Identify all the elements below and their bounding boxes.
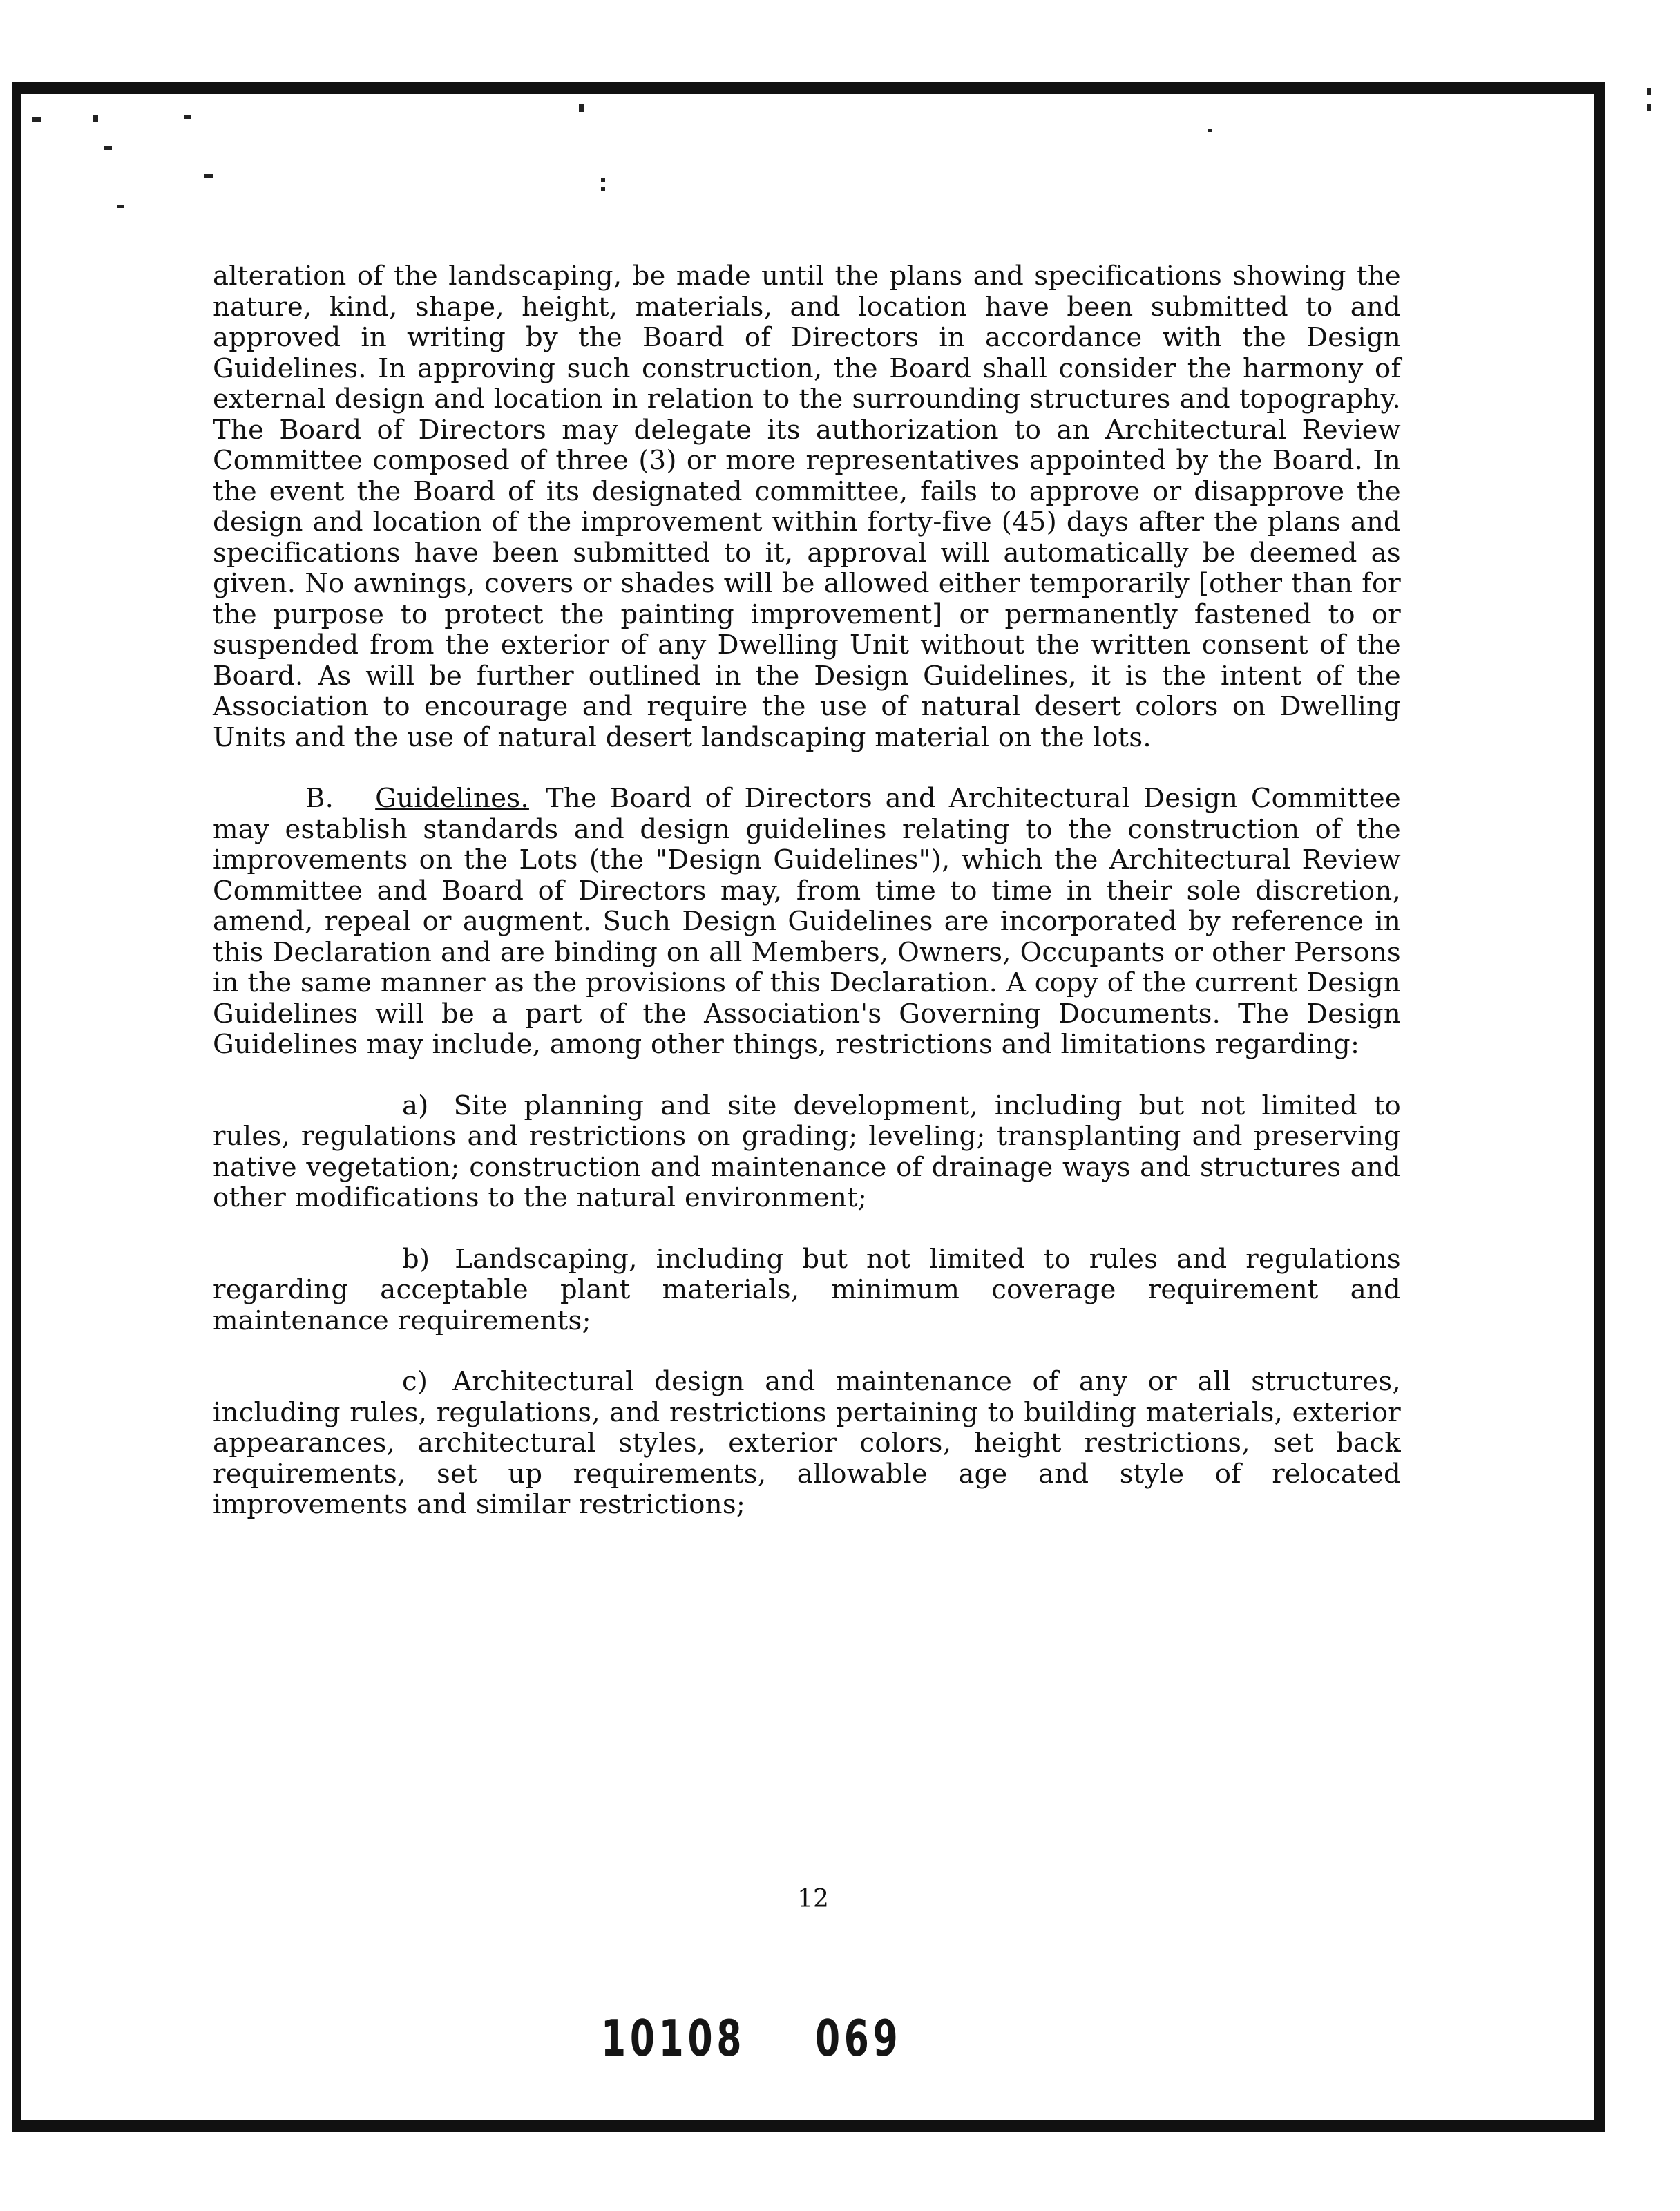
paragraph-b: [213, 784, 1401, 1061]
paragraph-b-label: B.: [305, 783, 334, 814]
scan-speck: [1208, 129, 1212, 132]
stamp-page-number: 069: [814, 2009, 902, 2067]
stamp-book-number: 10108: [601, 2009, 746, 2067]
scan-speck: [579, 104, 584, 112]
sub-item-c: [213, 1367, 1401, 1521]
sub-item-text: Architectural design and maintenance of any or all structures, including rules, regulations, and restrictions pertaining to building materials, exterior appearances, architectural styles, exterior colors, height restrictions, set back requirements, set up requirements, allowable age and style of relocated improvements and similar restrictions;: [213, 1366, 1401, 1520]
sub-item-letter: b): [402, 1243, 430, 1275]
document-body: [213, 261, 1401, 1521]
scan-speck: [104, 146, 112, 150]
sub-item-text: Landscaping, including but not limited to rules and regulations regarding acceptable plant materials, minimum coverage requirement and maintenance requirements;: [213, 1243, 1401, 1336]
sub-item-text: Site planning and site development, including but not limited to rules, regulations and restrictions on grading; leveling; transplanting and preserving native vegetation; construction and maintenance of drainage ways and structures and other modifications to the natural environment;: [213, 1090, 1401, 1213]
scan-speck: [204, 174, 213, 178]
scan-speck: [601, 178, 605, 182]
recording-stamp: [601, 2009, 901, 2067]
scan-speck: [1647, 104, 1651, 111]
page-number: 12: [797, 1885, 829, 1913]
sub-item-b: [213, 1244, 1401, 1337]
scan-speck: [184, 115, 191, 119]
scan-speck: [93, 115, 98, 122]
scan-speck: [1647, 88, 1651, 95]
scan-speck: [601, 187, 605, 191]
paragraph-b-heading: Guidelines.: [375, 783, 529, 814]
sub-item-letter: a): [402, 1090, 429, 1121]
paragraph-a-continued: alteration of the landscaping, be made until the plans and specifications showing the nature, kind, shape, height, materials, and location have been submitted to and approved in writing by the Board of Directors in accordance with the Design Guidelines. In approving such construction, the Board shall consider the harmony of external design and location in relation to the surrounding structures and topography. The Board of Directors may delegate its authorization to an Architectural Review Committee composed of three (3) or more representatives appointed by the Board. In the event the Board of its designated committee, fails to approve or disapprove the design and location of the improvement within forty-five (45) days after the plans and specifications have been submitted to it, approval will automatically be deemed as given. No awnings, covers or shades will be allowed either temporarily [other than for the purpose to protect the painting improvement] or permanently fastened to or suspended from the exterior of any Dwelling Unit without the written consent of the Board. As will be further outlined in the Design Guidelines, it is the intent of the Association to encourage and require the use of natural desert colors on Dwelling Units and the use of natural desert landscaping material on the lots.: [213, 260, 1401, 753]
sub-item-a: [213, 1091, 1401, 1214]
scan-speck: [117, 205, 124, 208]
sub-item-letter: c): [402, 1366, 428, 1397]
paragraph-b-text: The Board of Directors and Architectural Design Committee may establish standards and design guidelines relating to the construction of the improvements on the Lots (the "Design Guidelines"), which the Architectural Review Committee and Board of Directors may, from time to time in their sole discretion, amend, repeal or augment. Such Design Guidelines are incorporated by reference in this Declaration and are binding on all Members, Owners, Occupants or other Persons in the same manner as the provisions of this Declaration. A copy of the current Design Guidelines will be a part of the Association's Governing Documents. The Design Guidelines may include, among other things, restrictions and limitations regarding:: [213, 783, 1401, 1060]
scan-speck: [32, 117, 41, 122]
